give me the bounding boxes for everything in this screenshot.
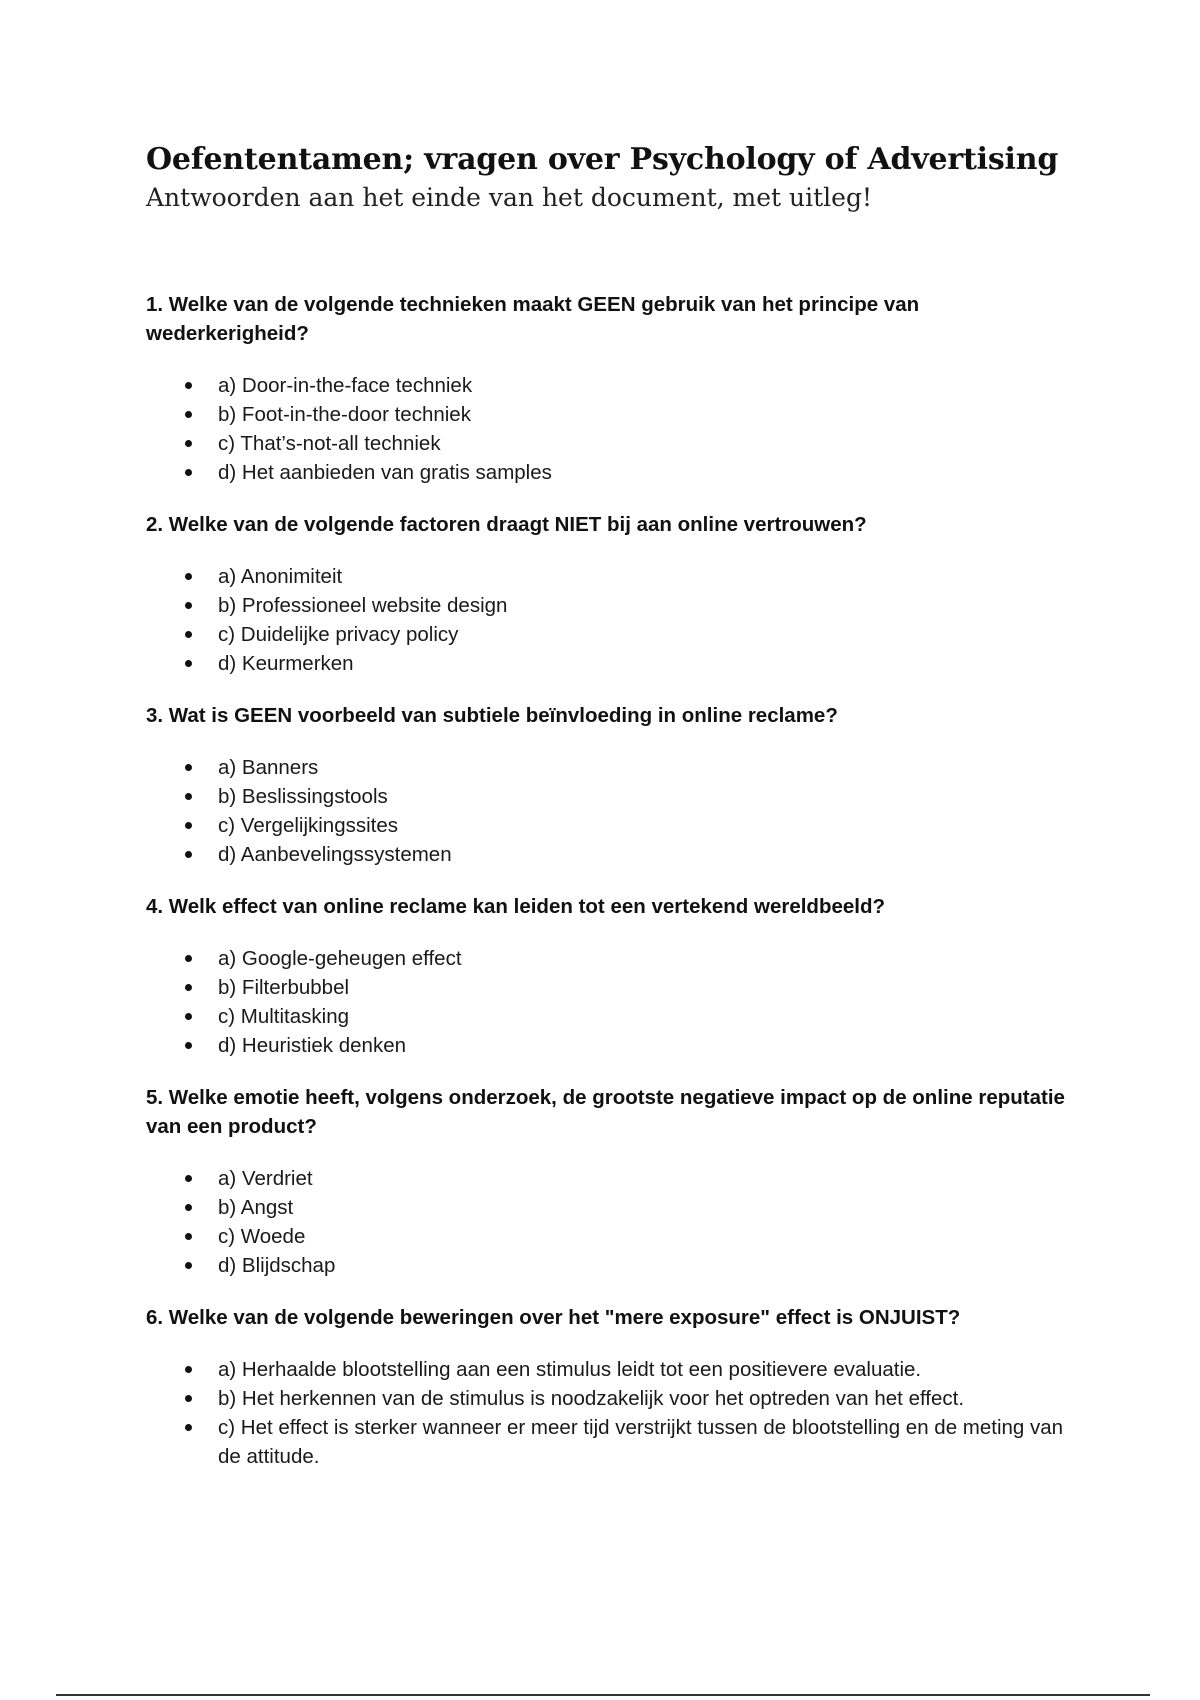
option-item xyxy=(146,1031,1066,1060)
option-item xyxy=(146,458,1066,487)
question-text: 6. Welke van de volgende beweringen over het "mere exposure" effect is ONJUIST? xyxy=(146,1306,961,1329)
option-item xyxy=(146,1384,1066,1413)
option-list xyxy=(146,371,1066,487)
option-text: b) Foot-in-the-door techniek xyxy=(218,403,471,426)
bullet-icon xyxy=(185,1233,192,1240)
option-list xyxy=(146,944,1066,1060)
bullet-icon xyxy=(185,602,192,609)
question-text: 3. Wat is GEEN voorbeeld van subtiele beïnvloeding in online reclame? xyxy=(146,704,838,727)
option-item xyxy=(146,753,1066,782)
question-3 xyxy=(146,701,1066,869)
option-item xyxy=(146,562,1066,591)
question-text: 5. Welke emotie heeft, volgens onderzoek, de grootste negatieve impact op de online reputatie van een product? xyxy=(146,1086,1065,1138)
option-text: c) Het effect is sterker wanneer er meer tijd verstrijkt tussen de blootstelling en de meting van de attitude. xyxy=(218,1416,1064,1468)
option-text: d) Heuristiek denken xyxy=(218,1034,407,1057)
question-2 xyxy=(146,510,1066,678)
option-item xyxy=(146,620,1066,649)
bullet-icon xyxy=(185,1262,192,1269)
bullet-icon xyxy=(185,984,192,991)
bullet-icon xyxy=(185,440,192,447)
bullet-icon xyxy=(185,660,192,667)
option-text: a) Herhaalde blootstelling aan een stimulus leidt tot een positievere evaluatie. xyxy=(218,1358,922,1381)
option-item xyxy=(146,429,1066,458)
bullet-icon xyxy=(185,1013,192,1020)
option-text: a) Door-in-the-face techniek xyxy=(218,374,473,397)
bullet-icon xyxy=(185,1424,192,1431)
option-item xyxy=(146,840,1066,869)
question-text: 4. Welk effect van online reclame kan leiden tot een vertekend wereldbeeld? xyxy=(146,895,886,918)
option-item xyxy=(146,400,1066,429)
bullet-icon xyxy=(185,631,192,638)
question-text: 1. Welke van de volgende technieken maakt GEEN gebruik van het principe van wederkerigheid? xyxy=(146,293,920,345)
option-list xyxy=(146,562,1066,678)
option-text: a) Verdriet xyxy=(218,1167,313,1190)
option-item xyxy=(146,1355,1066,1384)
option-text: a) Anonimiteit xyxy=(218,565,343,588)
option-text: a) Google-geheugen effect xyxy=(218,947,462,970)
document-page xyxy=(146,140,1066,1494)
option-text: b) Het herkennen van de stimulus is noodzakelijk voor het optreden van het effect. xyxy=(218,1387,965,1410)
bullet-icon xyxy=(185,1204,192,1211)
option-text: c) Multitasking xyxy=(218,1005,350,1028)
document-subtitle: Antwoorden aan het einde van het document, met uitleg! xyxy=(146,183,873,212)
question-4 xyxy=(146,892,1066,1060)
option-text: d) Aanbevelingssystemen xyxy=(218,843,452,866)
option-text: b) Professioneel website design xyxy=(218,594,508,617)
bullet-icon xyxy=(185,955,192,962)
option-text: c) Woede xyxy=(218,1225,306,1248)
option-item xyxy=(146,811,1066,840)
option-text: a) Banners xyxy=(218,756,319,779)
option-text: d) Het aanbieden van gratis samples xyxy=(218,461,552,484)
option-list xyxy=(146,1355,1066,1471)
bullet-icon xyxy=(185,469,192,476)
document-title: Oefententamen; vragen over Psychology of Advertising xyxy=(146,142,1059,177)
question-1 xyxy=(146,290,1066,487)
option-text: c) That’s-not-all techniek xyxy=(218,432,441,455)
option-item xyxy=(146,1413,1066,1471)
option-item xyxy=(146,1251,1066,1280)
option-item xyxy=(146,1193,1066,1222)
bullet-icon xyxy=(185,1042,192,1049)
option-list xyxy=(146,1164,1066,1280)
bullet-icon xyxy=(185,1175,192,1182)
option-item xyxy=(146,944,1066,973)
bullet-icon xyxy=(185,1366,192,1373)
question-list xyxy=(146,290,1066,1471)
option-text: c) Duidelijke privacy policy xyxy=(218,623,459,646)
option-text: b) Angst xyxy=(218,1196,294,1219)
bullet-icon xyxy=(185,382,192,389)
bullet-icon xyxy=(185,764,192,771)
option-item xyxy=(146,782,1066,811)
bullet-icon xyxy=(185,411,192,418)
bullet-icon xyxy=(185,822,192,829)
option-text: b) Beslissingstools xyxy=(218,785,388,808)
option-item xyxy=(146,371,1066,400)
bullet-icon xyxy=(185,793,192,800)
question-5 xyxy=(146,1083,1066,1280)
option-item xyxy=(146,973,1066,1002)
question-6 xyxy=(146,1303,1066,1471)
option-text: c) Vergelijkingssites xyxy=(218,814,399,837)
option-text: d) Keurmerken xyxy=(218,652,354,675)
option-item xyxy=(146,649,1066,678)
bullet-icon xyxy=(185,1395,192,1402)
option-item xyxy=(146,591,1066,620)
option-list xyxy=(146,753,1066,869)
question-text: 2. Welke van de volgende factoren draagt NIET bij aan online vertrouwen? xyxy=(146,513,867,536)
bullet-icon xyxy=(185,851,192,858)
option-item xyxy=(146,1164,1066,1193)
footer-divider xyxy=(56,1694,1150,1696)
option-item xyxy=(146,1222,1066,1251)
option-item xyxy=(146,1002,1066,1031)
option-text: d) Blijdschap xyxy=(218,1254,336,1277)
bullet-icon xyxy=(185,573,192,580)
option-text: b) Filterbubbel xyxy=(218,976,350,999)
